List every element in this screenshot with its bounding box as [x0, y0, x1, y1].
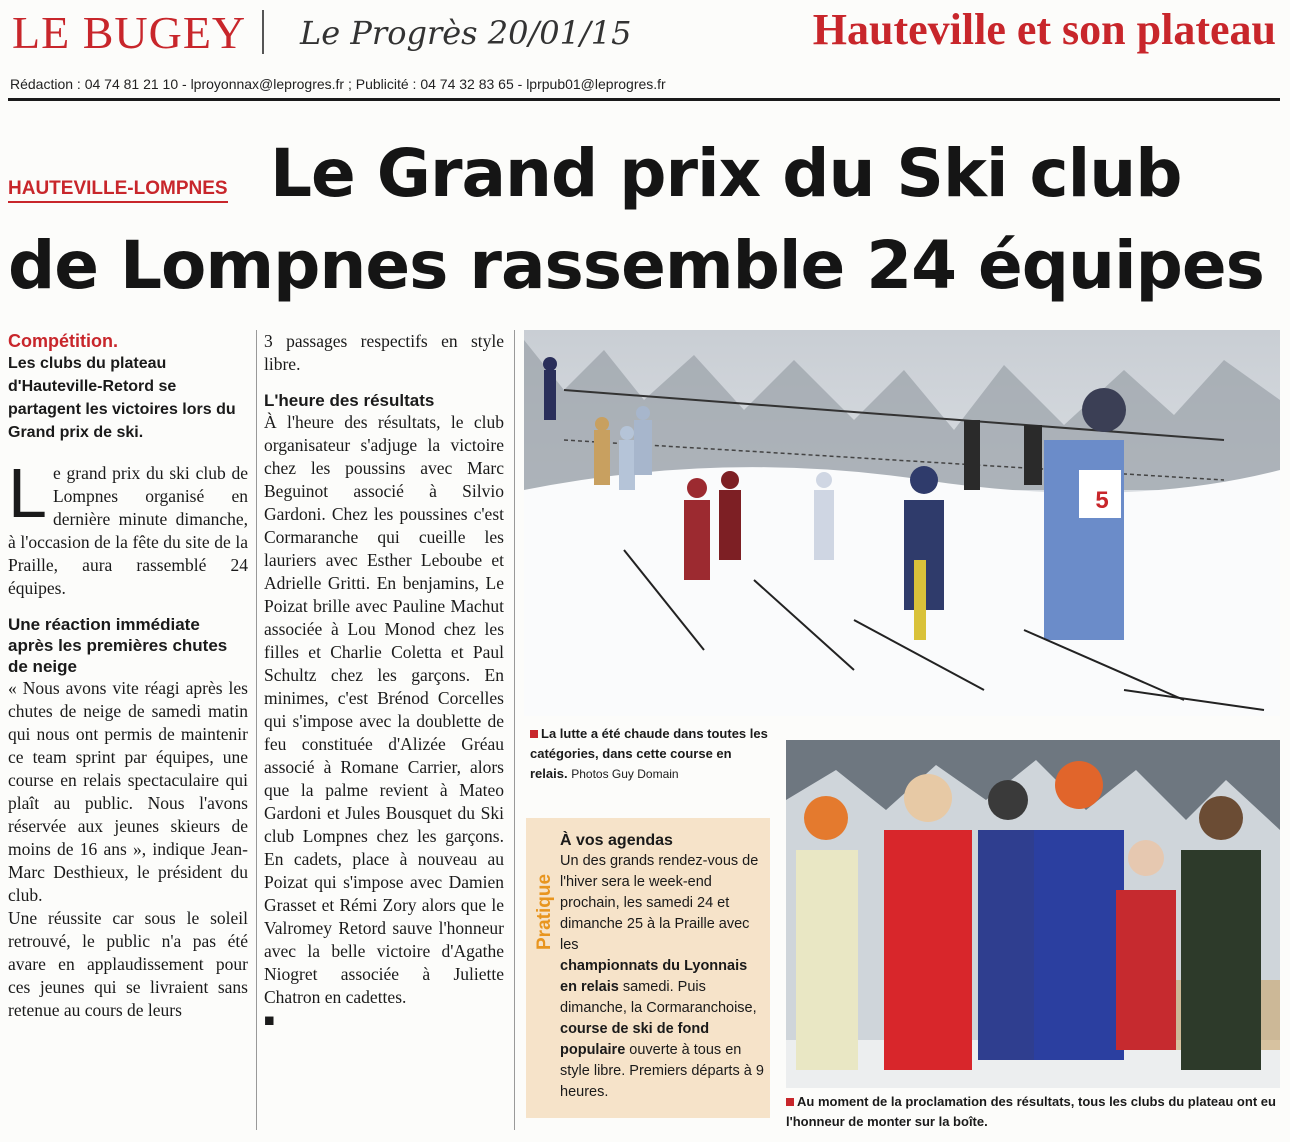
masthead-divider	[262, 10, 264, 54]
pratique-text-2: samedi. Puis dimanche, la Cormaranchoise,	[560, 979, 757, 1016]
race-bib-number: 5	[1095, 487, 1109, 514]
pratique-title: À vos agendas	[560, 832, 673, 849]
caption-2-text: Au moment de la proclamation des résultats, tous les clubs du plateau ont eu l'honneur de monter sur la boîte.	[786, 1094, 1276, 1129]
end-mark-icon: ■	[264, 1010, 275, 1030]
pratique-tab	[530, 826, 556, 966]
contact-rule	[8, 98, 1280, 101]
pratique-tab-label: Pratique	[534, 873, 555, 950]
pratique-body	[560, 830, 764, 1103]
handwritten-date-note: Le Progrès 20/01/15	[300, 14, 632, 52]
lead-paragraph: e grand prix du ski club de Lompnes organisé en dernière minute dimanche, à l'occasion de la fête du site de la Praille, aura rassemblé 24 équipes.	[8, 463, 248, 598]
paragraph-quote: « Nous avons vite réagi après les chutes de neige de samedi matin qui nous ont permis de maintenir ce team sprint par équipes, une course en relais spectaculaire qui plaît au public. Nous l'avons réservée aux jeunes skieurs de moins de 16 ans », indique Jean-Marc Desthieux, le président du club.	[8, 678, 248, 905]
headline-line-2: de Lompnes rassemble 24 équipes	[8, 227, 1264, 304]
locality-title: Hauteville et son plateau	[812, 5, 1276, 54]
paragraph-success: Une réussite car sous le soleil retrouvé, le public n'a pas été avare en applaudissement pour ces jeunes qui se livraient sans retenue au cours de leurs	[8, 908, 248, 1020]
article-column-1	[8, 330, 248, 1022]
chapo: Les clubs du plateau d'Hauteville-Retord se partagent les victoires lors du Grand prix de ski.	[8, 355, 236, 441]
podium-photo-illustration	[786, 740, 1280, 1088]
article-column-2	[264, 330, 504, 1032]
podium-photo-caption	[786, 1092, 1280, 1132]
kicker: HAUTEVILLE-LOMPNES	[8, 178, 228, 203]
caption-1-text: La lutte a été chaude dans toutes les catégories, dans cette course en relais.	[530, 726, 768, 781]
pratique-box	[526, 818, 770, 1118]
column-rule-1	[256, 330, 257, 1130]
subhead-results: L'heure des résultats	[264, 391, 435, 410]
dropcap: L	[8, 454, 47, 532]
race-photo	[524, 330, 1280, 716]
photo-credit: Photos Guy Domain	[571, 767, 679, 781]
column-rule-2	[514, 330, 515, 1130]
headline-line-1: Le Grand prix du Ski club	[270, 135, 1182, 212]
pratique-event-1: championnats du Lyonnais en relais	[560, 958, 748, 995]
pratique-text-3: ouverte à tous en style libre. Premiers départs à 9 heures.	[560, 1042, 764, 1100]
race-photo-caption	[530, 724, 770, 784]
pratique-intro: Un des grands rendez-vous de l'hiver sera le week-end prochain, les samedi 24 et dimanche 25 à la Praille avec les	[560, 853, 759, 953]
caption-marker-icon	[530, 730, 538, 738]
chapo-label: Compétition.	[8, 331, 118, 351]
paragraph-continuation: 3 passages respectifs en style libre.	[264, 331, 504, 374]
headline	[8, 128, 1280, 312]
contact-line: Rédaction : 04 74 81 21 10 - lproyonnax@leprogres.fr ; Publicité : 04 74 32 83 65 - lprpub01@leprogres.fr	[10, 76, 666, 92]
pratique-event-2: course de ski de fond populaire	[560, 1021, 710, 1058]
section-name: LE BUGEY	[12, 7, 247, 58]
race-photo-illustration	[524, 330, 1280, 716]
paragraph-results: À l'heure des résultats, le club organisateur s'adjuge la victoire chez les poussins avec Marc Beguinot associé à Silvio Gardoni. Chez les poussines c'est Cormaranche qui cueille les lauriers avec Esther Leboube et Adrielle Gritti. En benjamins, Le Poizat brille avec Pauline Machut associée à Lou Monod chez les filles et Charlie Coletta et Paul Schultz chez les garçons. En minimes, c'est Brénod Corcelles qui s'impose avec la doublette de feu constituée d'Alizée Gréau associé à Romane Carrier, alors que la palme revient à Mateo Gardoni et Jules Bousquet du Ski club Lompnes chez les garçons. En cadets, place à nouveau au Poizat qui s'impose avec Damien Grasset et Rémi Zory alors que le Valromey Retord sauve l'honneur avec la belle victoire d'Agathe Niogret associée à Juliette Chatron en cadettes.	[264, 412, 504, 1007]
podium-photo	[786, 740, 1280, 1088]
caption-marker-icon	[786, 1098, 794, 1106]
subhead-reaction: Une réaction immédiate après les premières chutes de neige	[8, 615, 228, 676]
